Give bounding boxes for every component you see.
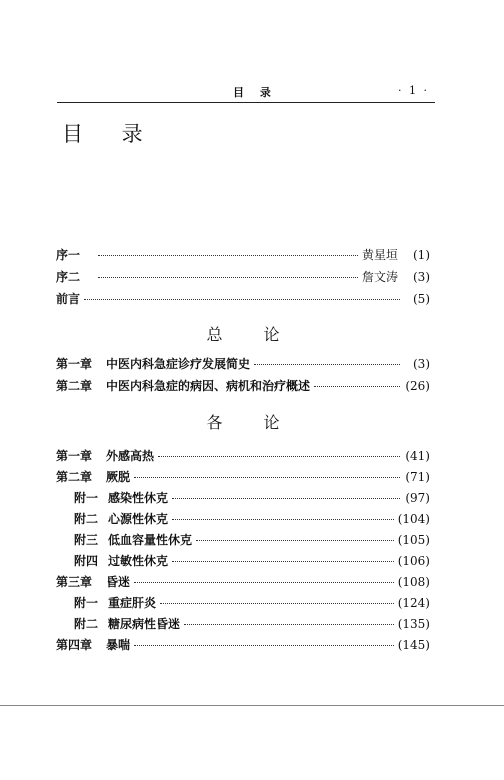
- toc-page: (41): [405, 449, 430, 463]
- toc-entry-general-ch1[interactable]: [56, 355, 430, 373]
- toc-title: 感染性休克: [108, 491, 169, 505]
- toc-label: 第二章: [56, 470, 93, 484]
- toc-page: (3): [413, 357, 430, 371]
- dot-leader: [160, 603, 394, 604]
- dot-leader: [134, 582, 394, 583]
- dot-leader: [172, 519, 394, 520]
- toc-author: 詹文涛: [361, 270, 398, 284]
- running-header-title: 目 录: [233, 86, 277, 99]
- toc-title: 昏迷: [106, 575, 131, 589]
- dot-leader: [84, 299, 400, 300]
- dot-leader: [158, 456, 400, 457]
- toc-author: 黄星垣: [361, 248, 398, 262]
- page-number: · 1 ·: [398, 84, 429, 97]
- dot-leader: [98, 277, 358, 278]
- section-heading-specific: 各 论: [206, 413, 298, 432]
- toc-title: 低血容量性休克: [108, 533, 193, 547]
- toc-entry-specific[interactable]: [56, 636, 430, 654]
- toc-title: 过敏性休克: [108, 554, 169, 568]
- toc-page: (1): [413, 248, 430, 262]
- dot-leader: [172, 561, 394, 562]
- toc-label: 附二: [74, 512, 99, 526]
- toc-title: 中医内科急症诊疗发展简史: [106, 357, 251, 371]
- dot-leader: [134, 477, 400, 478]
- section-heading-general: 总 论: [206, 325, 298, 344]
- toc-title: 中医内科急症的病因、病机和治疗概述: [106, 379, 311, 393]
- toc-label: 附一: [74, 596, 99, 610]
- toc-entry-appendix[interactable]: [74, 615, 430, 633]
- toc-page: (26): [405, 379, 430, 393]
- toc-title: 外感高热: [106, 449, 155, 463]
- toc-title: 厥脱: [106, 470, 131, 484]
- toc-entry-appendix[interactable]: [74, 489, 430, 507]
- toc-label: 第四章: [56, 638, 93, 652]
- toc-entry-foreword[interactable]: [56, 290, 430, 308]
- dot-leader: [184, 624, 394, 625]
- dot-leader: [254, 364, 400, 365]
- toc-label: 第三章: [56, 575, 93, 589]
- toc-label: 附二: [74, 617, 99, 631]
- toc-title: 暴喘: [106, 638, 131, 652]
- toc-label: 前言: [56, 292, 81, 306]
- toc-page: (145): [397, 638, 430, 652]
- page-bottom-rule: [0, 705, 504, 706]
- toc-page: (124): [397, 596, 430, 610]
- toc-label: 附四: [74, 554, 99, 568]
- toc-page: (104): [397, 512, 430, 526]
- toc-label: 第一章: [56, 449, 93, 463]
- toc-label: 附一: [74, 491, 99, 505]
- page-title: 目 录: [62, 122, 159, 146]
- dot-leader: [172, 498, 400, 499]
- dot-leader: [196, 540, 394, 541]
- toc-entry-general-ch2[interactable]: [56, 377, 430, 395]
- toc-title: 心源性休克: [108, 512, 169, 526]
- toc-label: 附三: [74, 533, 99, 547]
- toc-entry-appendix[interactable]: [74, 510, 430, 528]
- toc-page: (108): [397, 575, 430, 589]
- toc-entry-preface-2[interactable]: [56, 268, 430, 286]
- toc-page: (105): [397, 533, 430, 547]
- toc-entry-appendix[interactable]: [74, 531, 430, 549]
- toc-page: (97): [405, 491, 430, 505]
- toc-title: 糖尿病性昏迷: [108, 617, 181, 631]
- toc-label: 序二: [56, 270, 81, 284]
- toc-page: (135): [397, 617, 430, 631]
- toc-label: 第一章: [56, 357, 93, 371]
- toc-entry-specific[interactable]: [56, 447, 430, 465]
- dot-leader: [314, 386, 400, 387]
- toc-entry-preface-1[interactable]: [56, 246, 430, 264]
- toc-label: 序一: [56, 248, 81, 262]
- toc-entry-specific[interactable]: [56, 468, 430, 486]
- toc-entry-appendix[interactable]: [74, 552, 430, 570]
- toc-page: (3): [413, 270, 430, 284]
- toc-title: 重症肝炎: [108, 596, 157, 610]
- toc-entry-specific[interactable]: [56, 573, 430, 591]
- dot-leader: [134, 645, 394, 646]
- toc-page: (106): [397, 554, 430, 568]
- toc-label: 第二章: [56, 379, 93, 393]
- toc-page: (71): [405, 470, 430, 484]
- running-header: [57, 80, 435, 103]
- toc-entry-appendix[interactable]: [74, 594, 430, 612]
- dot-leader: [98, 255, 358, 256]
- toc-page: (5): [413, 292, 430, 306]
